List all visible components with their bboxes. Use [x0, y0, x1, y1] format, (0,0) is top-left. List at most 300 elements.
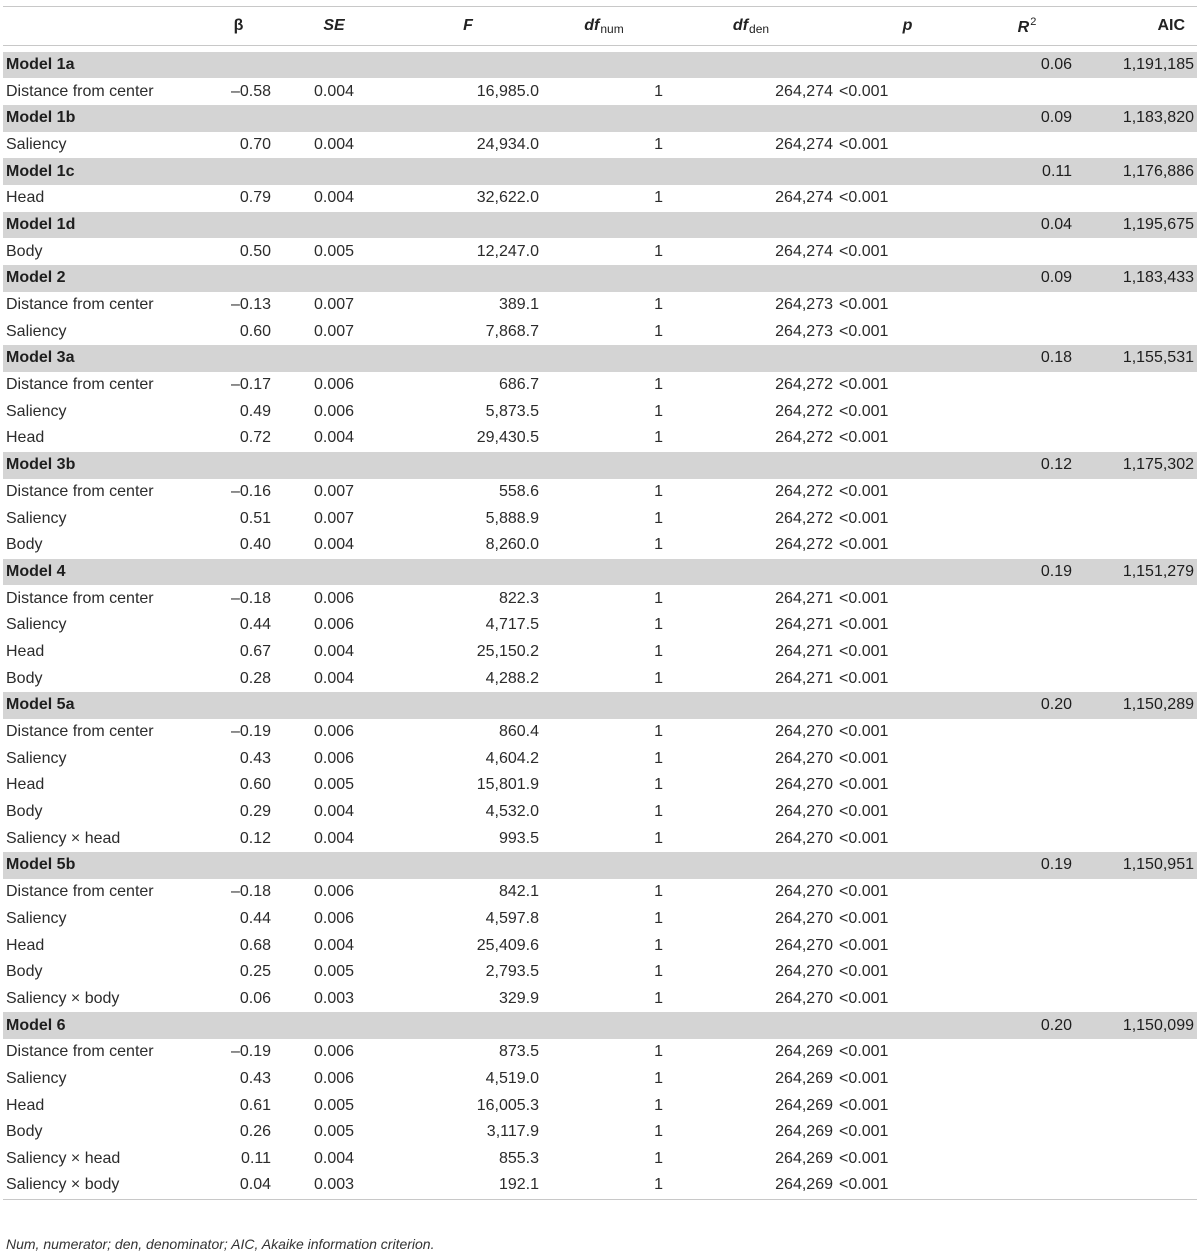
model-cell-df-num [542, 212, 666, 239]
df-den-cell: 264,270 [775, 723, 833, 741]
predictor-cell: Head [6, 776, 45, 794]
model-cell-df-num [542, 265, 666, 292]
se-cell: 0.006 [313, 1043, 355, 1061]
df-num-cell: 1 [654, 909, 663, 927]
p-cell: <0.001 [839, 723, 889, 741]
aic-cell [1075, 398, 1197, 425]
p-cell: <0.001 [839, 429, 889, 447]
model-cell-p [836, 265, 979, 292]
predictor-cell: Head [6, 642, 45, 660]
r2-cell [979, 398, 1075, 425]
aic-cell [1075, 1092, 1197, 1119]
f-cell: 25,409.6 [476, 936, 539, 954]
aic-cell [1075, 879, 1197, 906]
se-cell: 0.006 [313, 749, 355, 767]
model-cell-se [274, 345, 394, 372]
se-cell: 0.007 [313, 509, 355, 527]
predictor-cell: Saliency × body [3, 1172, 203, 1199]
r2-cell [979, 639, 1075, 666]
predictor-cell: Head [6, 429, 45, 447]
model-r2: 0.19 [979, 852, 1075, 879]
aic-cell [1075, 78, 1197, 105]
se-cell: 0.005 [313, 963, 355, 981]
beta-cell: –0.58 [230, 82, 271, 100]
r2-cell [979, 959, 1075, 986]
f-cell: 389.1 [498, 296, 539, 314]
se-cell: 0.003 [274, 1172, 394, 1199]
r2-cell [979, 612, 1075, 639]
se-cell: 0.004 [313, 829, 355, 847]
df-num-cell: 1 [654, 989, 663, 1007]
df-den-cell: 264,271 [775, 616, 833, 634]
model-cell-df-den [666, 265, 836, 292]
r2-cell [979, 292, 1075, 319]
model-r2: 0.09 [979, 265, 1075, 292]
f-cell: 192.1 [394, 1172, 542, 1199]
header-r2 [979, 7, 1075, 46]
p-cell: <0.001 [839, 989, 889, 1007]
beta-cell: 0.06 [239, 989, 271, 1007]
predictor-cell: Body [6, 536, 43, 554]
beta-cell: 0.40 [239, 536, 271, 554]
f-cell: 4,717.5 [485, 616, 539, 634]
table-row [3, 185, 1197, 212]
model-cell-df-den [666, 52, 836, 79]
model-row [3, 1012, 1197, 1039]
p-cell: <0.001 [839, 322, 889, 340]
aic-cell [1075, 719, 1197, 746]
df-num-cell: 1 [654, 1150, 663, 1168]
beta-cell: 0.28 [239, 669, 271, 687]
df-num-cell: 1 [654, 402, 663, 420]
aic-cell [1075, 1172, 1197, 1199]
df-den-cell: 264,270 [775, 776, 833, 794]
p-cell: <0.001 [839, 883, 889, 901]
r2-cell [979, 719, 1075, 746]
model-cell-f [394, 345, 542, 372]
df-den-cell: 264,271 [775, 669, 833, 687]
model-aic: 1,150,289 [1075, 692, 1197, 719]
header-beta: β [203, 7, 274, 46]
predictor-cell: Distance from center [6, 1043, 154, 1061]
df-den-cell: 264,274 [775, 242, 833, 260]
model-cell-df-den [666, 852, 836, 879]
beta-cell: 0.60 [239, 776, 271, 794]
model-cell-beta [203, 345, 274, 372]
aic-cell [1075, 986, 1197, 1013]
table-row [3, 879, 1197, 906]
beta-cell: 0.12 [239, 829, 271, 847]
beta-cell: 0.60 [239, 322, 271, 340]
beta-cell: –0.19 [230, 723, 271, 741]
model-row [3, 559, 1197, 586]
model-cell-df-num [542, 559, 666, 586]
model-cell-f [394, 52, 542, 79]
p-cell: <0.001 [839, 376, 889, 394]
predictor-cell: Body [6, 803, 43, 821]
df-num-cell: 1 [654, 803, 663, 821]
df-num-cell: 1 [654, 669, 663, 687]
beta-cell: 0.79 [239, 189, 271, 207]
model-cell-beta [203, 158, 274, 185]
beta-cell: 0.44 [239, 909, 271, 927]
model-cell-p [836, 692, 979, 719]
model-cell-p [836, 158, 979, 185]
df-num-cell: 1 [654, 82, 663, 100]
p-cell: <0.001 [839, 536, 889, 554]
df-num-cell: 1 [654, 589, 663, 607]
se-cell: 0.005 [313, 1123, 355, 1141]
model-r2: 0.06 [979, 52, 1075, 79]
df-den-cell: 264,269 [775, 1150, 833, 1168]
predictor-cell: Body [6, 1123, 43, 1141]
aic-cell [1075, 479, 1197, 506]
aic-cell [1075, 959, 1197, 986]
table-row [3, 238, 1197, 265]
f-cell: 2,793.5 [485, 963, 539, 981]
model-cell-f [394, 105, 542, 132]
predictor-cell: Distance from center [6, 376, 154, 394]
r2-cell [979, 1039, 1075, 1066]
df-den-cell: 264,272 [775, 376, 833, 394]
model-aic: 1,150,951 [1075, 852, 1197, 879]
model-cell-df-num [542, 452, 666, 479]
model-aic: 1,176,886 [1075, 158, 1197, 185]
beta-cell: 0.67 [239, 642, 271, 660]
r2-cell [979, 425, 1075, 452]
r2-cell [979, 772, 1075, 799]
beta-cell: –0.13 [230, 296, 271, 314]
aic-cell [1075, 372, 1197, 399]
model-cell-f [394, 158, 542, 185]
predictor-cell: Distance from center [6, 296, 154, 314]
model-cell-se [274, 158, 394, 185]
model-cell-p [836, 1012, 979, 1039]
df-num-cell: 1 [654, 189, 663, 207]
model-cell-beta [203, 852, 274, 879]
r2-cell [979, 532, 1075, 559]
model-cell-beta [203, 1012, 274, 1039]
aic-cell [1075, 665, 1197, 692]
p-cell: <0.001 [839, 642, 889, 660]
df-num-cell: 1 [654, 536, 663, 554]
model-name: Model 1a [3, 52, 203, 79]
df-den-cell: 264,270 [775, 963, 833, 981]
model-aic: 1,151,279 [1075, 559, 1197, 586]
f-cell: 12,247.0 [476, 242, 539, 260]
se-cell: 0.006 [313, 402, 355, 420]
p-cell: <0.001 [839, 402, 889, 420]
model-cell-p [836, 212, 979, 239]
header-df-den-main: df [732, 16, 749, 34]
p-cell: <0.001 [839, 189, 889, 207]
df-num-cell: 1 [654, 296, 663, 314]
f-cell: 873.5 [498, 1043, 539, 1061]
f-cell: 16,985.0 [476, 82, 539, 100]
df-den-cell: 264,270 [775, 749, 833, 767]
model-aic: 1,155,531 [1075, 345, 1197, 372]
model-cell-df-num [542, 52, 666, 79]
header-df-num [542, 7, 666, 46]
model-cell-df-num [542, 692, 666, 719]
table-row [3, 1119, 1197, 1146]
model-cell-p [836, 559, 979, 586]
p-cell: <0.001 [839, 776, 889, 794]
aic-cell [1075, 1066, 1197, 1093]
predictor-cell: Distance from center [6, 883, 154, 901]
f-cell: 686.7 [498, 376, 539, 394]
aic-cell [1075, 745, 1197, 772]
df-num-cell: 1 [654, 616, 663, 634]
model-cell-se [274, 105, 394, 132]
f-cell: 558.6 [498, 482, 539, 500]
model-cell-beta [203, 265, 274, 292]
aic-cell [1075, 318, 1197, 345]
model-cell-beta [203, 559, 274, 586]
aic-cell [1075, 425, 1197, 452]
model-cell-beta [203, 105, 274, 132]
model-r2: 0.04 [979, 212, 1075, 239]
f-cell: 822.3 [498, 589, 539, 607]
aic-cell [1075, 799, 1197, 826]
df-num-cell: 1 [654, 1069, 663, 1087]
df-den-cell: 264,272 [775, 509, 833, 527]
df-num-cell: 1 [654, 242, 663, 260]
beta-cell: 0.11 [241, 1150, 271, 1168]
model-r2: 0.11 [979, 158, 1075, 185]
se-cell: 0.004 [313, 82, 355, 100]
df-num-cell: 1 [654, 1096, 663, 1114]
model-name: Model 3a [3, 345, 203, 372]
table-row [3, 799, 1197, 826]
header-row [3, 7, 1197, 46]
model-cell-se [274, 265, 394, 292]
aic-cell [1075, 1146, 1197, 1173]
beta-cell: 0.72 [239, 429, 271, 447]
model-row [3, 158, 1197, 185]
se-cell: 0.006 [313, 616, 355, 634]
predictor-cell: Saliency [6, 1069, 67, 1087]
p-cell: <0.001 [839, 749, 889, 767]
df-den-cell: 264,272 [775, 402, 833, 420]
model-cell-p [836, 52, 979, 79]
model-aic: 1,175,302 [1075, 452, 1197, 479]
model-r2: 0.12 [979, 452, 1075, 479]
predictor-cell: Distance from center [6, 82, 154, 100]
r2-cell [979, 372, 1075, 399]
table-row [3, 132, 1197, 159]
model-cell-f [394, 1012, 542, 1039]
r2-cell [979, 799, 1075, 826]
df-num-cell: 1 [654, 642, 663, 660]
se-cell: 0.005 [313, 242, 355, 260]
model-cell-beta [203, 212, 274, 239]
f-cell: 4,532.0 [485, 803, 539, 821]
model-cell-p [836, 345, 979, 372]
f-cell: 16,005.3 [476, 1096, 539, 1114]
model-cell-se [274, 852, 394, 879]
model-cell-p [836, 852, 979, 879]
df-den-cell: 264,271 [775, 589, 833, 607]
model-cell-df-den [666, 1012, 836, 1039]
model-r2: 0.20 [979, 1012, 1075, 1039]
df-den-cell: 264,269 [775, 1043, 833, 1061]
table-row [3, 1146, 1197, 1173]
df-den-cell: 264,273 [775, 322, 833, 340]
header-f: F [394, 7, 542, 46]
table-row [3, 745, 1197, 772]
df-num-cell: 1 [654, 829, 663, 847]
model-row [3, 852, 1197, 879]
model-name: Model 1c [3, 158, 203, 185]
p-cell: <0.001 [839, 1096, 889, 1114]
model-name: Model 6 [3, 1012, 203, 1039]
model-name: Model 1b [3, 105, 203, 132]
beta-cell: 0.43 [239, 1069, 271, 1087]
p-cell: <0.001 [836, 1172, 979, 1199]
p-cell: <0.001 [839, 803, 889, 821]
f-cell: 993.5 [498, 829, 539, 847]
df-num-cell: 1 [654, 135, 663, 153]
df-den-cell: 264,270 [775, 989, 833, 1007]
r2-cell [979, 318, 1075, 345]
f-cell: 24,934.0 [476, 135, 539, 153]
beta-cell: 0.25 [239, 963, 271, 981]
p-cell: <0.001 [839, 1123, 889, 1141]
r2-cell [979, 1119, 1075, 1146]
table-row [3, 78, 1197, 105]
model-name: Model 5a [3, 692, 203, 719]
header-r2-main: R [1017, 18, 1030, 36]
model-cell-p [836, 452, 979, 479]
f-cell: 329.9 [498, 989, 539, 1007]
table-row [3, 639, 1197, 666]
table-row [3, 825, 1197, 852]
model-cell-se [274, 559, 394, 586]
model-r2: 0.20 [979, 692, 1075, 719]
table-row [3, 932, 1197, 959]
se-cell: 0.006 [313, 723, 355, 741]
f-cell: 29,430.5 [476, 429, 539, 447]
df-den-cell: 264,270 [775, 829, 833, 847]
p-cell: <0.001 [839, 1150, 889, 1168]
model-cell-beta [203, 692, 274, 719]
r2-cell [979, 1172, 1075, 1199]
beta-cell: 0.70 [239, 135, 271, 153]
aic-cell [1075, 825, 1197, 852]
df-num-cell: 1 [654, 482, 663, 500]
se-cell: 0.004 [313, 1150, 355, 1168]
model-cell-beta [203, 52, 274, 79]
model-name: Model 2 [3, 265, 203, 292]
se-cell: 0.004 [313, 936, 355, 954]
df-den-cell: 264,273 [775, 296, 833, 314]
table-row [3, 772, 1197, 799]
df-den-cell: 264,269 [775, 1096, 833, 1114]
model-row [3, 212, 1197, 239]
df-den-cell: 264,272 [775, 429, 833, 447]
f-cell: 5,888.9 [485, 509, 539, 527]
table-row [3, 292, 1197, 319]
df-num-cell: 1 [542, 1172, 666, 1199]
predictor-cell: Body [6, 669, 43, 687]
model-cell-f [394, 265, 542, 292]
aic-cell [1075, 585, 1197, 612]
model-row [3, 692, 1197, 719]
model-row [3, 265, 1197, 292]
f-cell: 3,117.9 [486, 1123, 539, 1141]
predictor-cell: Saliency × head [6, 1150, 121, 1168]
model-cell-df-num [542, 158, 666, 185]
f-cell: 7,868.7 [485, 322, 539, 340]
df-den-cell: 264,270 [775, 883, 833, 901]
table-row [3, 1066, 1197, 1093]
beta-cell: 0.29 [239, 803, 271, 821]
model-cell-f [394, 559, 542, 586]
model-row [3, 345, 1197, 372]
model-cell-df-num [542, 105, 666, 132]
f-cell: 32,622.0 [476, 189, 539, 207]
p-cell: <0.001 [839, 936, 889, 954]
se-cell: 0.007 [313, 296, 355, 314]
model-name: Model 3b [3, 452, 203, 479]
se-cell: 0.004 [313, 429, 355, 447]
table-row [3, 986, 1197, 1013]
se-cell: 0.007 [313, 482, 355, 500]
header-p: p [836, 7, 979, 46]
model-r2: 0.18 [979, 345, 1075, 372]
r2-cell [979, 906, 1075, 933]
beta-cell: –0.18 [230, 589, 271, 607]
beta-cell: 0.61 [239, 1096, 271, 1114]
predictor-cell: Body [6, 963, 43, 981]
r2-cell [979, 132, 1075, 159]
se-cell: 0.006 [313, 376, 355, 394]
model-cell-df-den [666, 559, 836, 586]
r2-cell [979, 932, 1075, 959]
df-den-cell: 264,269 [775, 1123, 833, 1141]
model-cell-se [274, 212, 394, 239]
aic-cell [1075, 185, 1197, 212]
f-cell: 855.3 [498, 1150, 539, 1168]
df-num-cell: 1 [654, 936, 663, 954]
header-r2-sup: 2 [1030, 15, 1037, 28]
f-cell: 5,873.5 [485, 402, 539, 420]
aic-cell [1075, 292, 1197, 319]
aic-cell [1075, 505, 1197, 532]
p-cell: <0.001 [839, 82, 889, 100]
f-cell: 25,150.2 [476, 642, 539, 660]
model-cell-p [836, 105, 979, 132]
predictor-cell: Saliency [6, 616, 67, 634]
f-cell: 842.1 [498, 883, 539, 901]
predictor-cell: Saliency [6, 322, 67, 340]
p-cell: <0.001 [839, 589, 889, 607]
aic-cell [1075, 1039, 1197, 1066]
p-cell: <0.001 [839, 963, 889, 981]
predictor-cell: Body [6, 242, 43, 260]
aic-cell [1075, 532, 1197, 559]
se-cell: 0.006 [313, 589, 355, 607]
df-num-cell: 1 [654, 509, 663, 527]
p-cell: <0.001 [839, 1069, 889, 1087]
table-row [3, 532, 1197, 559]
r2-cell [979, 185, 1075, 212]
model-cell-df-num [542, 345, 666, 372]
df-den-cell: 264,274 [775, 189, 833, 207]
header-predictor [3, 7, 203, 46]
predictor-cell: Distance from center [6, 482, 154, 500]
